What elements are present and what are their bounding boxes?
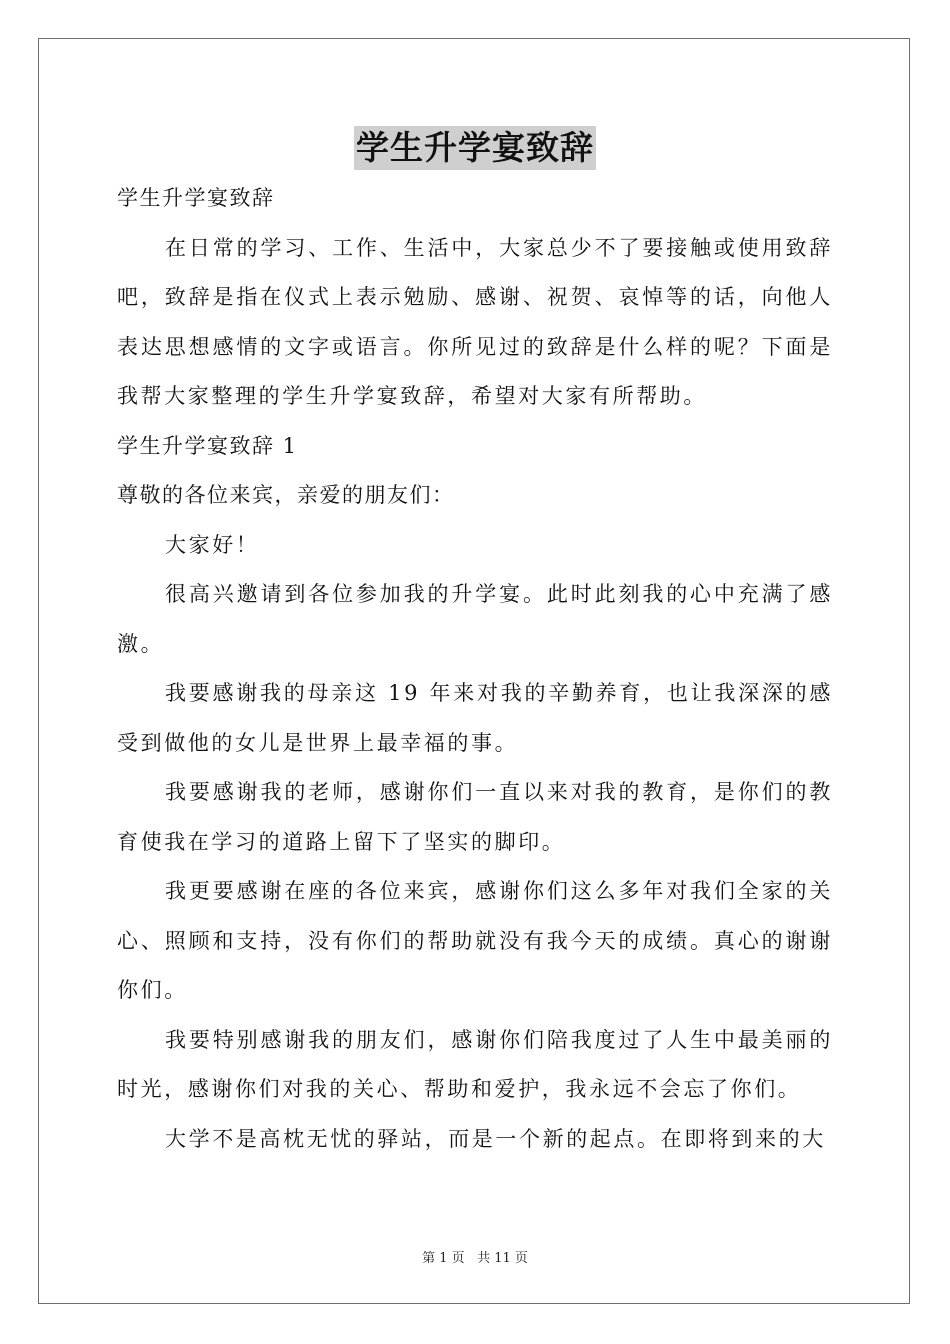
- body-paragraph: 大学不是高枕无忧的驿站，而是一个新的起点。在即将到来的大: [165, 1126, 826, 1151]
- section-heading: 学生升学宴致辞 1: [117, 433, 298, 458]
- document-title: 学生升学宴致辞: [354, 126, 596, 170]
- body-paragraph: 我要感谢我的老师，感谢你们一直以来对我的教育，是你们的教育使我在学习的道路上留下了坚实的脚印。: [117, 780, 833, 854]
- page-total: 共 11 页: [477, 1251, 528, 1266]
- body-paragraph: 我要特别感谢我的朋友们，感谢你们陪我度过了人生中最美丽的时光，感谢你们对我的关心、帮助和爱护，我永远不会忘了你们。: [117, 1027, 833, 1101]
- body-paragraph: 我更要感谢在座的各位来宾，感谢你们这么多年对我们全家的关心、照顾和支持，没有你们的帮助就没有我今天的成绩。真心的谢谢你们。: [117, 879, 833, 1002]
- salutation: 尊敬的各位来宾，亲爱的朋友们：: [117, 483, 455, 507]
- intro-paragraph: 在日常的学习、工作、生活中，大家总少不了要接触或使用致辞吧，致辞是指在仪式上表示勉励、感谢、祝贺、哀悼等的话，向他人表达思想感情的文字或语言。你所见过的致辞是什么样的呢？下面是我帮大家整理的学生升学宴致辞，希望对大家有所帮助。: [117, 235, 833, 408]
- title-container: [0, 126, 950, 170]
- page-footer: [0, 1247, 950, 1266]
- body-paragraph: 很高兴邀请到各位参加我的升学宴。此时此刻我的心中充满了感激。: [117, 582, 833, 656]
- body-paragraph: 我要感谢我的母亲这 19 年来对我的辛勤养育，也让我深深的感受到做他的女儿是世界上最幸福的事。: [117, 681, 833, 755]
- document-subtitle: 学生升学宴致辞: [117, 186, 275, 210]
- greeting: 大家好！: [165, 532, 260, 557]
- document-body: [117, 174, 833, 1164]
- page-number: 第 1 页: [422, 1251, 465, 1266]
